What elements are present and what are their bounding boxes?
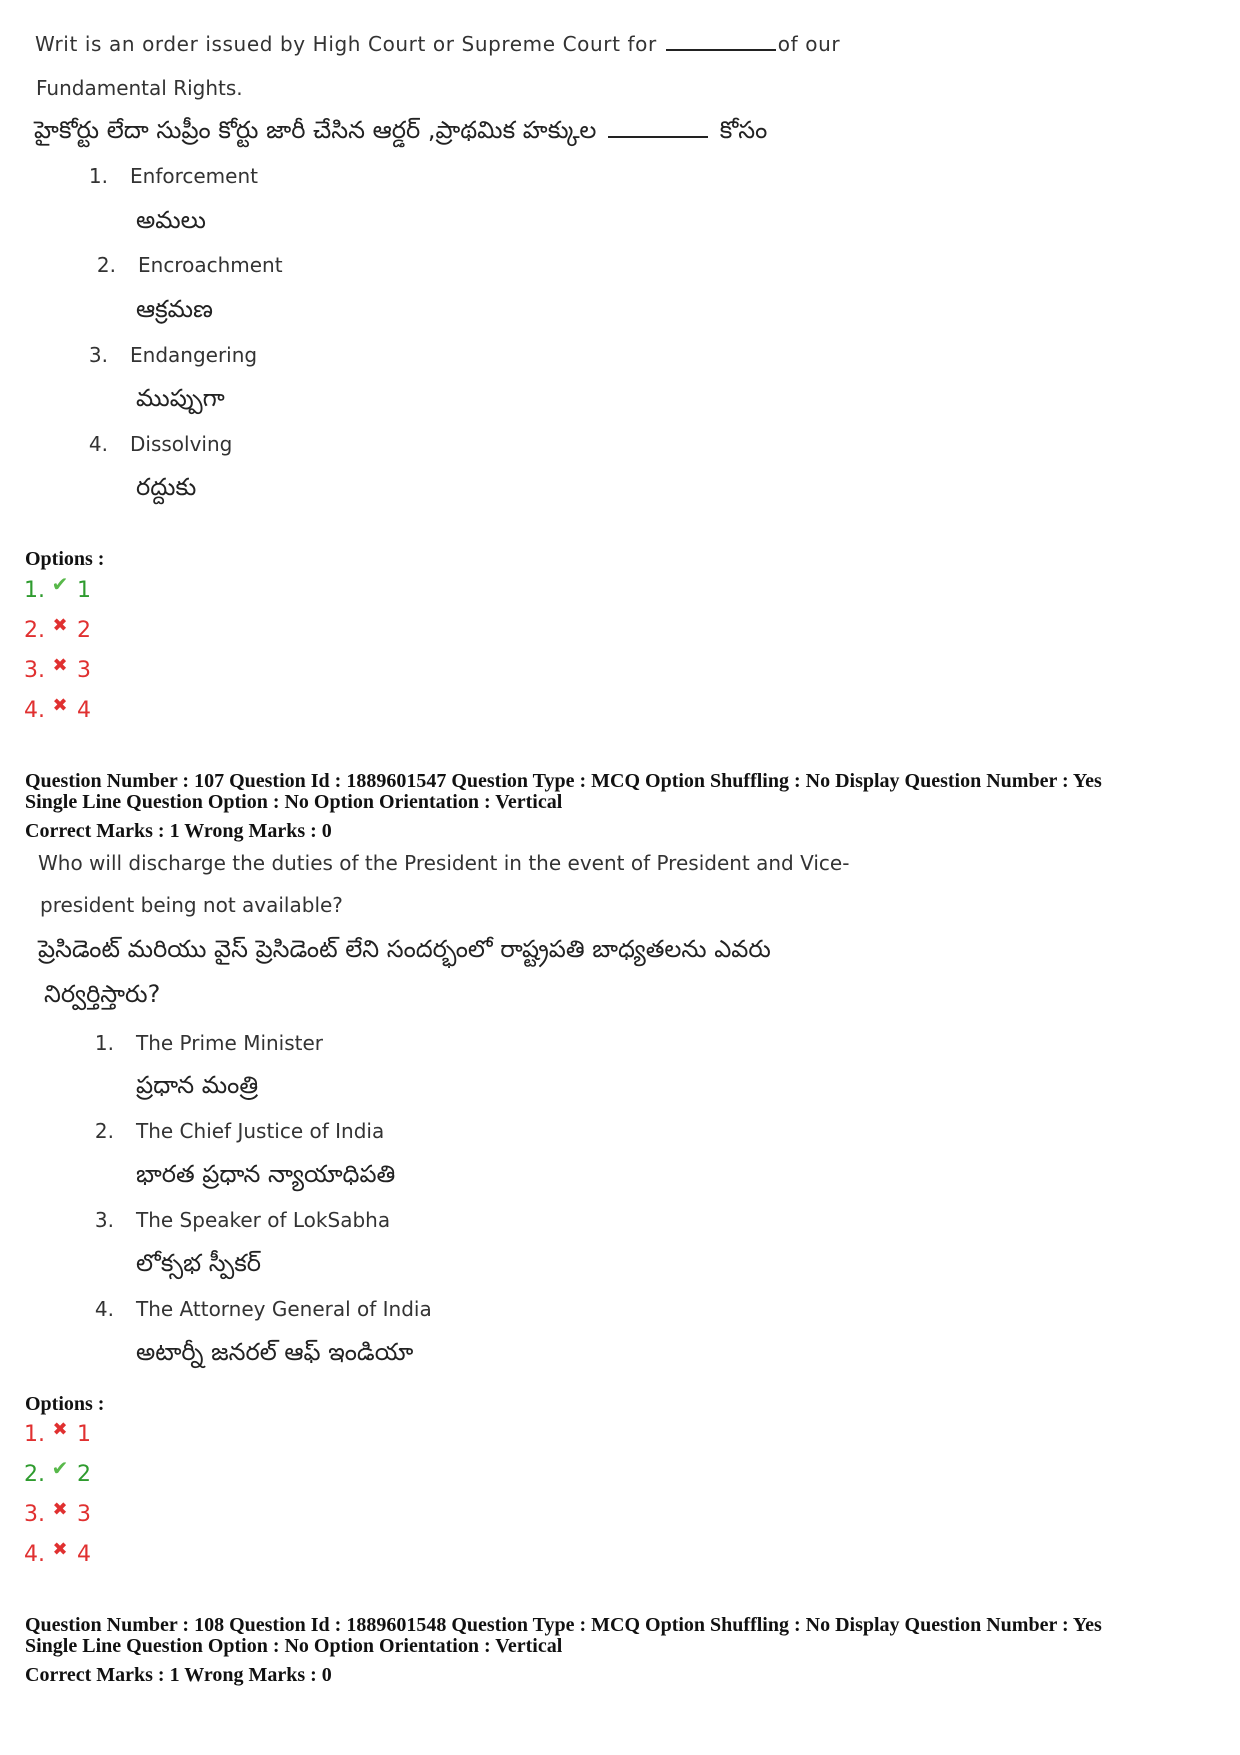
choice-item (68, 432, 232, 456)
choice-item (74, 1208, 390, 1232)
question-meta-line1: Question Number : 108 Question Id : 1889601548 Question Type : MCQ Option Shuffling : No Display Question Number : Yes (25, 1614, 1102, 1636)
choice-item (74, 1119, 384, 1143)
option-number: 2. (24, 1462, 45, 1487)
choice-text-te: భారత ప్రధాన న్యాయాధిపతి (136, 1160, 396, 1188)
option-value: 1 (77, 578, 91, 603)
cross-icon: ✖ (52, 615, 68, 636)
fill-in-blank-te (608, 120, 708, 138)
option-value: 4 (77, 698, 91, 723)
choice-text-te: ప్రధాన మంత్రి (136, 1071, 259, 1099)
question-stem-te-part2: కోసం (719, 116, 768, 144)
choice-number: 4. (94, 1297, 114, 1321)
cross-icon: ✖ (52, 1499, 68, 1520)
fill-in-blank (666, 33, 776, 51)
option-value: 1 (77, 1422, 91, 1447)
question-stem-te-line2: నిర్వర్తిస్తారు? (44, 980, 161, 1008)
choice-text-en: The Chief Justice of India (136, 1119, 385, 1143)
question-marks: Correct Marks : 1 Wrong Marks : 0 (25, 1664, 332, 1686)
option-value: 4 (77, 1542, 91, 1567)
choice-text-en: The Speaker of LokSabha (136, 1208, 391, 1232)
option-value: 3 (77, 658, 91, 683)
option-number: 2. (24, 618, 45, 643)
option-value: 2 (77, 1462, 91, 1487)
choice-text-te: లోక్సభ స్పీకర్ (136, 1249, 262, 1277)
question-stem-te (34, 116, 767, 150)
option-number: 4. (24, 698, 45, 723)
option-number: 4. (24, 1542, 45, 1567)
question-stem-en-line1 (35, 32, 840, 56)
cross-icon: ✖ (52, 1419, 68, 1440)
choice-number: 3. (94, 1208, 114, 1232)
check-icon: ✔ (51, 572, 69, 596)
cross-icon: ✖ (52, 655, 68, 676)
choice-text-en: The Attorney General of India (136, 1297, 432, 1321)
options-label: Options : (25, 1393, 105, 1415)
choice-number: 1. (88, 164, 108, 188)
question-stem-te-part1: హైకోర్టు లేదా సుప్రీం కోర్టు జారీ చేసిన ఆర్డర్ ,ప్రాథమిక హక్కుల (34, 116, 597, 144)
choice-number: 1. (94, 1031, 114, 1055)
choice-number: 3. (88, 343, 108, 367)
question-stem-en-line2: president being not available? (40, 893, 343, 917)
choice-item (74, 1031, 323, 1055)
answer-option-1 (24, 1419, 91, 1447)
question-meta-line2: Single Line Question Option : No Option Orientation : Vertical (25, 791, 563, 813)
choice-text-en: Endangering (130, 343, 258, 367)
answer-option-1 (24, 572, 91, 603)
question-stem-en-part1: Writ is an order issued by High Court or Supreme Court for (35, 32, 657, 56)
answer-option-4 (24, 1539, 91, 1567)
choice-number: 4. (88, 432, 108, 456)
answer-option-4 (24, 695, 91, 723)
choice-number: 2. (96, 253, 116, 277)
question-stem-en-line2: Fundamental Rights. (36, 76, 243, 100)
cross-icon: ✖ (52, 1539, 68, 1560)
choice-text-en: Encroachment (138, 253, 283, 277)
question-marks: Correct Marks : 1 Wrong Marks : 0 (25, 820, 332, 842)
choice-text-en: Dissolving (130, 432, 233, 456)
option-number: 3. (24, 658, 45, 683)
options-label: Options : (25, 548, 105, 570)
answer-option-3 (24, 1499, 91, 1527)
choice-item (76, 253, 283, 277)
question-meta-line1: Question Number : 107 Question Id : 1889601547 Question Type : MCQ Option Shuffling : No Display Question Number : Yes (25, 770, 1102, 792)
choice-item (68, 343, 257, 367)
choice-text-en: Enforcement (130, 164, 258, 188)
option-value: 3 (77, 1502, 91, 1527)
check-icon: ✔ (51, 1456, 69, 1480)
choice-number: 2. (94, 1119, 114, 1143)
choice-text-te: ఆక్రమణ (136, 295, 213, 323)
answer-option-3 (24, 655, 91, 683)
question-stem-te-line1: ప్రెసిడెంట్ మరియు వైస్ ప్రెసిడెంట్ లేని సందర్భంలో రాష్ట్రపతి బాధ్యతలను ఎవరు (38, 935, 771, 963)
question-meta-line2: Single Line Question Option : No Option Orientation : Vertical (25, 1635, 563, 1657)
choice-item (74, 1297, 432, 1321)
option-number: 1. (24, 578, 45, 603)
choice-text-te: రద్దుకు (136, 473, 197, 501)
choice-item (68, 164, 258, 188)
option-value: 2 (77, 618, 91, 643)
answer-option-2 (24, 1456, 91, 1487)
cross-icon: ✖ (52, 695, 68, 716)
choice-text-te: ముప్పుగా (136, 384, 225, 412)
option-number: 1. (24, 1422, 45, 1447)
choice-text-te: అటార్నీ జనరల్ ఆఫ్ ఇండియా (136, 1338, 414, 1366)
choice-text-te: అమలు (136, 206, 206, 234)
choice-text-en: The Prime Minister (136, 1031, 324, 1055)
answer-option-2 (24, 615, 91, 643)
question-stem-en-part2: of our (777, 32, 841, 56)
option-number: 3. (24, 1502, 45, 1527)
question-stem-en-line1: Who will discharge the duties of the President in the event of President and Vice- (38, 851, 850, 875)
